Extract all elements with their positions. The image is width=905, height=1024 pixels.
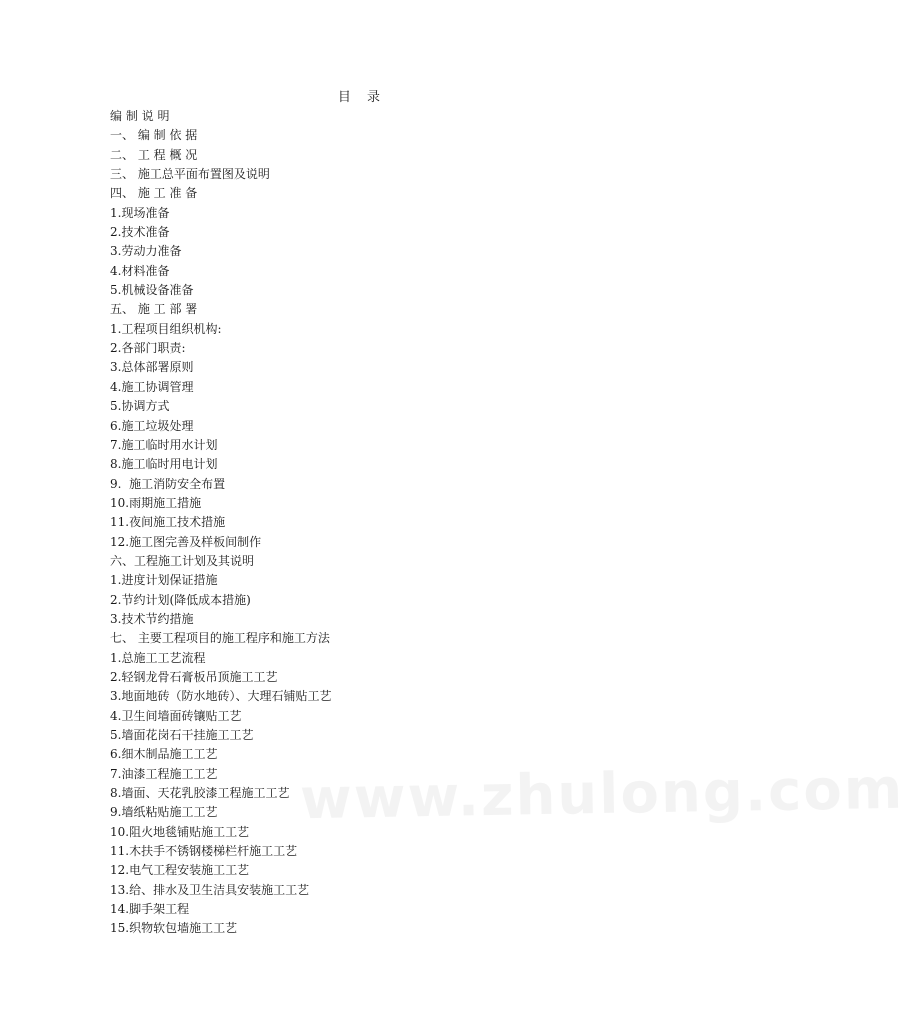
toc-entry: 13.给、排水及卫生洁具安装施工工艺	[110, 882, 310, 897]
toc-entry: 1.现场准备	[110, 205, 170, 220]
toc-entry: 4.卫生间墙面砖镶贴工艺	[110, 708, 242, 723]
toc-entry: 6.施工垃圾处理	[110, 418, 194, 433]
toc-entry: 一、 编 制 依 据	[110, 128, 198, 143]
toc-entry: 六、工程施工计划及其说明	[110, 553, 255, 568]
toc-entry: 3.地面地砖（防水地砖）、大理石铺贴工艺	[110, 689, 332, 704]
toc-entry: 1.进度计划保证措施	[110, 573, 218, 588]
toc-entry: 9.墙纸粘贴施工工艺	[110, 805, 218, 820]
toc-entry: 7.油漆工程施工工艺	[110, 766, 218, 781]
toc-entry: 5.墙面花岗石干挂施工工艺	[110, 728, 254, 742]
toc-entry: 14.脚手架工程	[110, 902, 190, 917]
toc-entry: 2.各部门职责:	[110, 341, 186, 356]
toc-entry: 1.总施工工艺流程	[110, 650, 206, 665]
toc-entry: 四、 施 工 准 备	[110, 186, 198, 201]
toc-entry: 2.技术准备	[110, 225, 170, 240]
toc-entry: 2.节约计划(降低成本措施)	[110, 592, 251, 607]
toc-entry: 15.织物软包墙施工工艺	[110, 921, 238, 936]
toc-entry: 6.细木制品施工工艺	[110, 747, 218, 762]
toc-entry: 12.施工图完善及样板间制作	[110, 534, 262, 549]
toc-entry: 2.轻钢龙骨石膏板吊顶施工工艺	[110, 669, 278, 684]
toc-entry: 10.雨期施工措施	[110, 495, 202, 510]
toc-entry: 7.施工临时用水计划	[110, 437, 218, 452]
toc-entry: 4.施工协调管理	[110, 379, 194, 394]
toc-entry: 七、 主要工程项目的施工程序和施工方法	[110, 631, 330, 646]
toc-entry: 11.木扶手不锈钢楼梯栏杆施工工艺	[110, 844, 298, 859]
toc-entry: 3.技术节约措施	[110, 611, 194, 626]
page-title: 目 录	[337, 90, 387, 105]
toc-entry: 二、 工 程 概 况	[110, 147, 198, 162]
toc-entry: 12.电气工程安装施工工艺	[110, 863, 250, 878]
toc-entry: 5.协调方式	[110, 399, 170, 414]
toc-entry: 4.材料准备	[110, 263, 170, 278]
toc-entry: 8.墙面、天花乳胶漆工程施工工艺	[110, 786, 290, 801]
toc-entry: 9. 施工消防安全布置	[110, 476, 226, 491]
toc-entry: 3.总体部署原则	[110, 360, 194, 375]
toc-entry: 8.施工临时用电计划	[110, 457, 218, 472]
toc-entry: 1.工程项目组织机构:	[110, 321, 222, 336]
toc-entry: 三、 施工总平面布置图及说明	[110, 167, 270, 182]
table-of-contents	[110, 107, 331, 939]
toc-entry: 编 制 说 明	[110, 109, 170, 123]
toc-entry: 五、 施 工 部 署	[110, 302, 198, 317]
watermark: www.zhulong.com	[299, 756, 905, 833]
toc-entry: 3.劳动力准备	[110, 244, 182, 259]
toc-entry: 11.夜间施工技术措施	[110, 515, 226, 530]
toc-entry: 5.机械设备准备	[110, 283, 194, 298]
toc-entry: 10.阻火地毯铺贴施工工艺	[110, 824, 250, 839]
